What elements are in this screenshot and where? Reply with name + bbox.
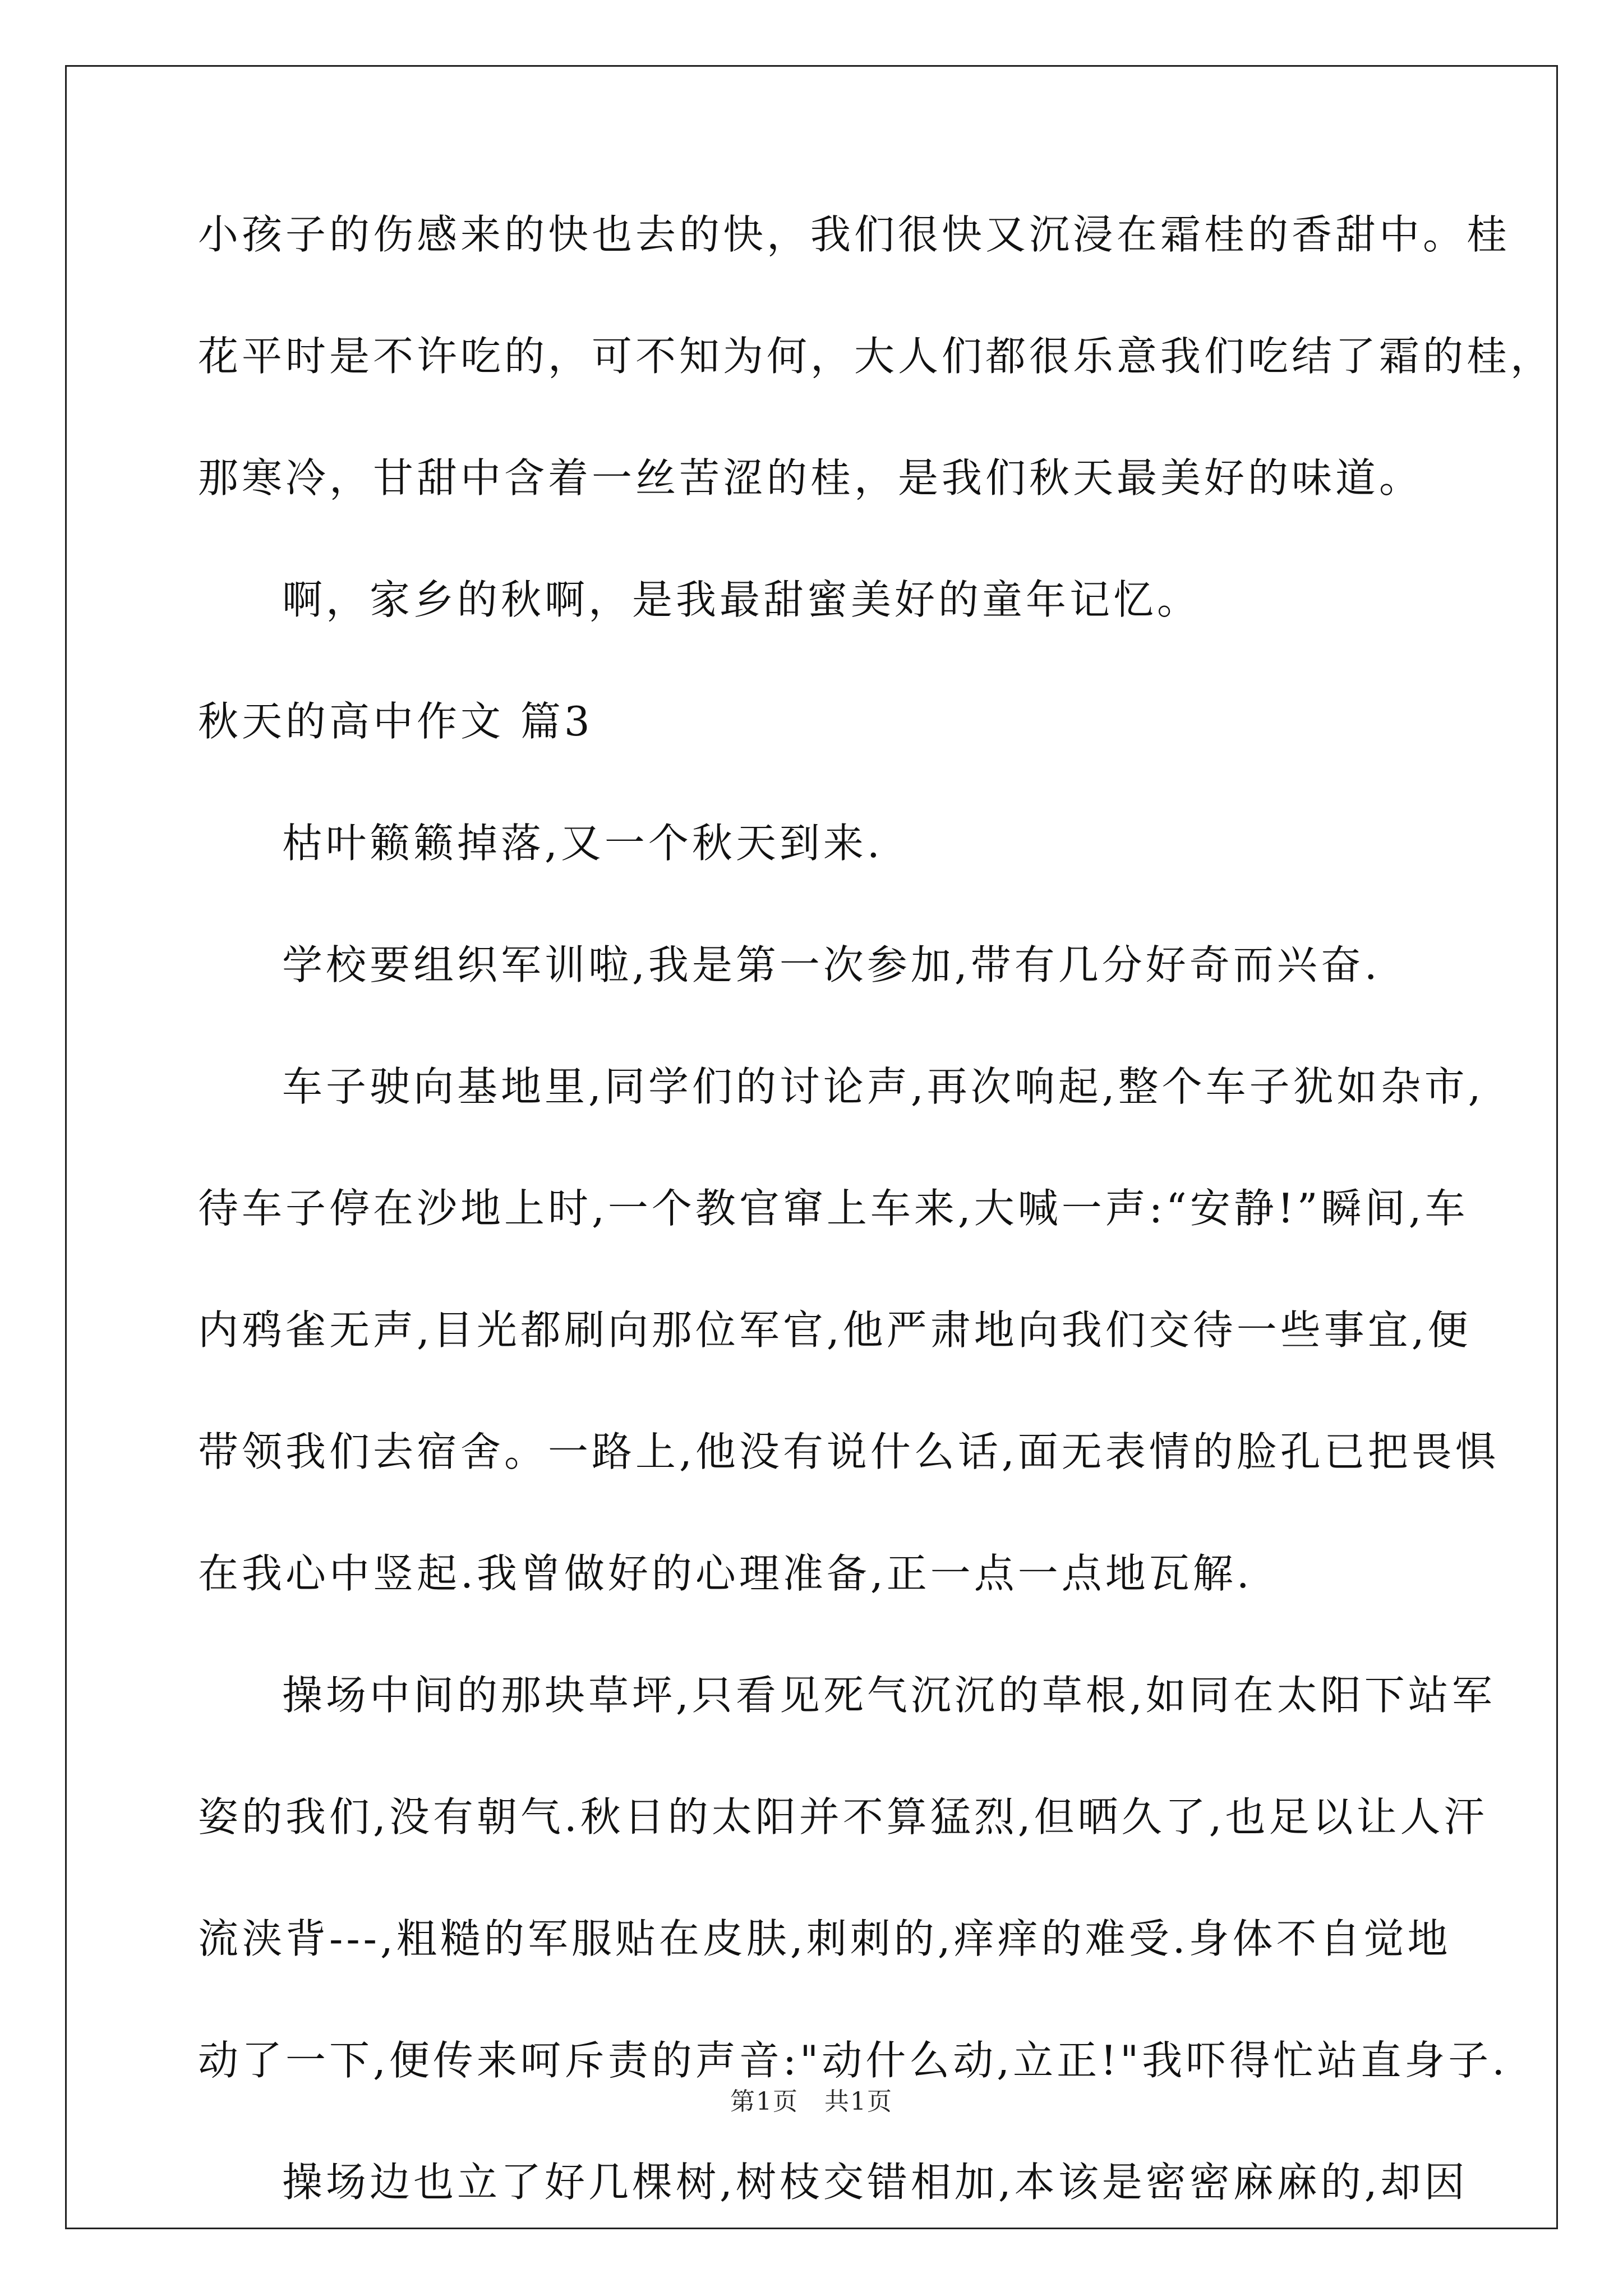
paragraph-line: 动了一下,便传来呵斥责的声音:"动什么动,立正!"我吓得忙站直身子. [198, 2037, 1509, 2084]
page-border [65, 65, 1558, 2229]
paragraph-line: 花平时是不许吃的，可不知为何，大人们都很乐意我们吃结了霜的桂， [198, 333, 1555, 380]
paragraph-line: 啊，家乡的秋啊，是我最甜蜜美好的童年记忆。 [282, 576, 1201, 623]
paragraph-line: 内鸦雀无声,目光都刷向那位军官,他严肃地向我们交待一些事宜,便 [198, 1306, 1472, 1354]
paragraph-line: 学校要组织军训啦,我是第一次参加,带有几分好奇而兴奋. [282, 941, 1381, 988]
paragraph-line: 操场中间的那块草坪,只看见死气沉沉的草根,如同在太阳下站军 [282, 1672, 1496, 1719]
paragraph-line: 带领我们去宿舍。一路上,他没有说什么话,面无表情的脸孔已把畏惧 [198, 1428, 1499, 1475]
paragraph-line: 小孩子的伤感来的快也去的快，我们很快又沉浸在霜桂的香甜中。桂 [198, 211, 1511, 258]
paragraph-line: 在我心中竖起.我曾做好的心理准备,正一点一点地瓦解. [198, 1550, 1253, 1597]
paragraph-line: 枯叶籁籁掉落,又一个秋天到来. [282, 820, 883, 867]
paragraph-line: 车子驶向基地里,同学们的讨论声,再次响起,整个车子犹如杂市, [282, 1063, 1484, 1110]
paragraph-line: 流浃背---,粗糙的军服贴在皮肤,刺刺的,痒痒的难受.身体不自觉地 [198, 1915, 1451, 1962]
section-heading: 秋天的高中作文 篇3 [198, 698, 593, 745]
paragraph-line: 那寒冷，甘甜中含着一丝苦涩的桂，是我们秋天最美好的味道。 [198, 454, 1423, 501]
paragraph-line: 姿的我们,没有朝气.秋日的太阳并不算猛烈,但晒久了,也足以让人汗 [198, 1793, 1488, 1841]
paragraph-line: 操场边也立了好几棵树,树枝交错相加,本该是密密麻麻的,却因 [282, 2159, 1468, 2206]
page-footer: 第1页 共1页 [730, 2087, 893, 2116]
paragraph-line: 待车子停在沙地上时,一个教官窜上车来,大喊一声:“安静!”瞬间,车 [198, 1185, 1469, 1232]
